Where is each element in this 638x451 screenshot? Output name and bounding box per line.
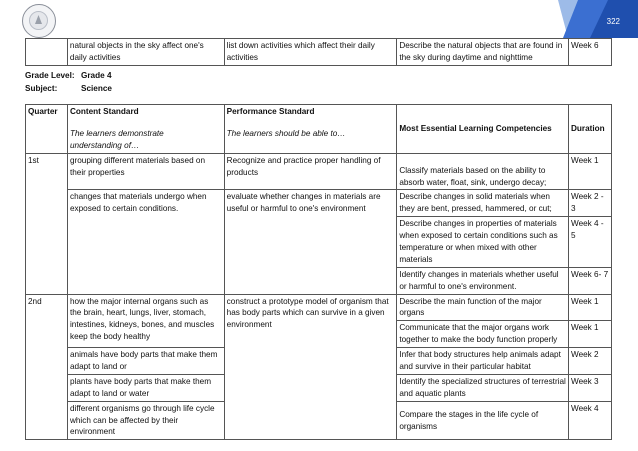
content-standard-title: Content Standard [69, 107, 139, 116]
duration-cell: Week 3 [568, 374, 611, 401]
performance-standard-cell: construct a prototype model of organism that has body parts which can survive in a given environment [224, 294, 397, 440]
header-banner [528, 0, 638, 38]
subject-value: Science [81, 84, 112, 93]
competency-header: Most Essential Learning Competencies [397, 105, 569, 154]
duration-cell: Week 1 [568, 153, 611, 190]
curriculum-table [25, 104, 612, 440]
performance-standard-header [224, 105, 397, 154]
content-standard-cell: plants have body parts that make them adapt to land or water [67, 374, 224, 401]
content-standard-cell: how the major internal organs such as the brain, heart, lungs, liver, stomach, intestines, kidneys, bones, and muscles keep the body healthy [67, 294, 224, 348]
header-row [26, 105, 612, 154]
competency-text: Classify materials based on the ability to absorb water, float, sink, undergo decay; [399, 165, 547, 187]
duration-cell: Week 6- 7 [568, 267, 611, 294]
competency-cell: Identify changes in materials whether useful or harmful to one's environment. [397, 267, 569, 294]
competency-cell: Identify the specialized structures of terrestrial and aquatic plants [397, 374, 569, 401]
content-standard-cell: animals have body parts that make them adapt to land or [67, 348, 224, 375]
competency-cell: Describe changes in solid materials when they are bent, pressed, hammered, or cut; [397, 190, 569, 217]
duration-cell: Week 4 [568, 401, 611, 440]
competency-cell [397, 153, 569, 190]
table-row [26, 294, 612, 321]
performance-standard-cell: Recognize and practice proper handling of products [224, 153, 397, 190]
content-standard-sub2: understanding of… [69, 140, 140, 150]
duration-cell: Week 2 [568, 348, 611, 375]
quarter-cell: 2nd [26, 294, 68, 440]
performance-standard-cell: evaluate whether changes in materials are useful or harmful to one's environment [224, 190, 397, 294]
continuation-table [25, 38, 612, 66]
performance-standard-title: Performance Standard [226, 107, 315, 116]
table-row [26, 39, 612, 66]
duration-cell: Week 2 - 3 [568, 190, 611, 217]
competency-cell: Compare the stages in the life cycle of organisms [397, 401, 569, 440]
table-row [26, 190, 612, 217]
content-standard-cell: grouping different materials based on their properties [67, 153, 224, 190]
quarter-header: Quarter [26, 105, 68, 154]
duration-header: Duration [568, 105, 611, 154]
content-standard-cell: different organisms go through life cycle which can be affected by their environment [67, 401, 224, 440]
competency-cell: Communicate that the major organs work together to make the body function properly [397, 321, 569, 348]
performance-standard-cell: list down activities which affect their daily activities [224, 39, 397, 66]
duration-cell: Week 1 [568, 294, 611, 321]
duration-cell: Week 6 [569, 39, 612, 66]
content-standard-cell: changes that materials undergo when exposed to certain conditions. [67, 190, 224, 294]
grade-level-value: Grade 4 [81, 71, 112, 80]
table-row [26, 153, 612, 190]
grade-level-label: Grade Level: [25, 71, 75, 80]
competency-cell: Describe changes in properties of materials when exposed to certain conditions such as temperature or when mixed with other materials [397, 217, 569, 268]
subject-label: Subject: [25, 84, 58, 93]
quarter-cell [26, 39, 68, 66]
performance-standard-sub: The learners should be able to… [226, 128, 346, 138]
quarter-cell: 1st [26, 153, 68, 294]
content-standard-sub1: The learners demonstrate [69, 128, 164, 138]
competency-cell: Describe the main function of the major organs [397, 294, 569, 321]
competency-cell: Infer that body structures help animals adapt and survive in their particular habitat [397, 348, 569, 375]
competency-cell: Describe the natural objects that are found in the sky during daytime and nighttime [397, 39, 569, 66]
grade-level-line [25, 71, 112, 80]
deped-seal-icon [22, 4, 56, 38]
page-number: 322 [606, 17, 620, 26]
content-standard-cell: natural objects in the sky affect one's daily activities [67, 39, 224, 66]
duration-cell: Week 4 - 5 [568, 217, 611, 268]
duration-cell: Week 1 [568, 321, 611, 348]
content-standard-header [67, 105, 224, 154]
subject-line [25, 84, 112, 93]
